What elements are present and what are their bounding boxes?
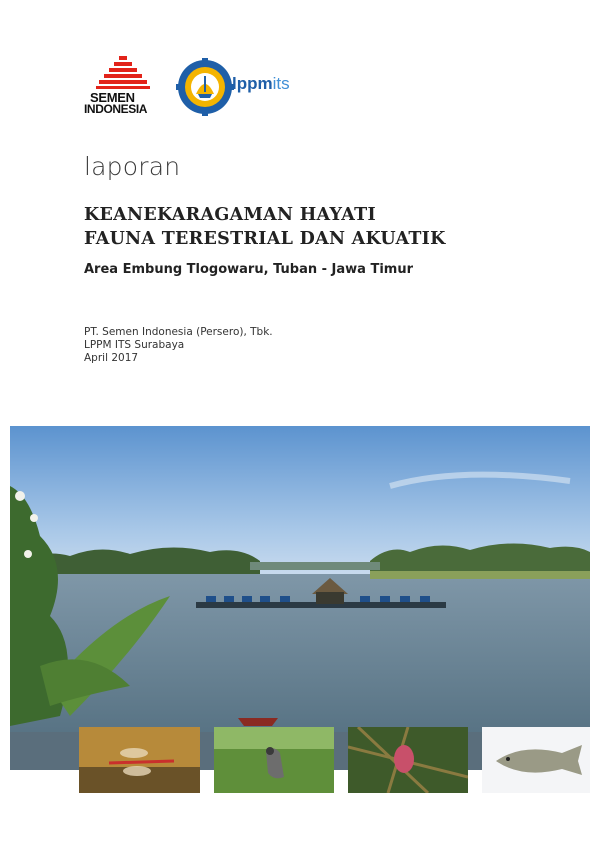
- title-line-2: FAUNA TERESTRIAL DAN AKUATIK: [84, 229, 446, 249]
- title-line-1: KEANEKARAGAMAN HAYATI: [84, 205, 376, 225]
- snail-eggs-photo: [348, 727, 468, 793]
- semen-indonesia-logo: [84, 56, 162, 116]
- lppm-logo-text: lppm: [232, 74, 273, 93]
- its-logo-text: its: [272, 74, 290, 93]
- fish-photo: [482, 727, 590, 793]
- semen-pyramid-icon: [96, 56, 150, 90]
- report-label: laporan: [84, 152, 181, 181]
- lppm-its-logo: [232, 74, 290, 94]
- date-text: April 2017: [84, 352, 139, 364]
- organization-text: PT. Semen Indonesia (Persero), Tbk.: [84, 326, 273, 338]
- indonesia-logo-text: INDONESIA: [84, 102, 148, 116]
- reservoir-landscape-photo: [10, 426, 590, 770]
- dragonfly-photo: [79, 727, 200, 793]
- location-subtitle: Area Embung Tlogowaru, Tuban - Jawa Timur: [84, 262, 413, 277]
- partner-text: LPPM ITS Surabaya: [84, 339, 185, 351]
- its-emblem-icon: [176, 58, 234, 116]
- semen-logo-text: SEMEN: [90, 90, 135, 105]
- bird-photo: [214, 727, 334, 793]
